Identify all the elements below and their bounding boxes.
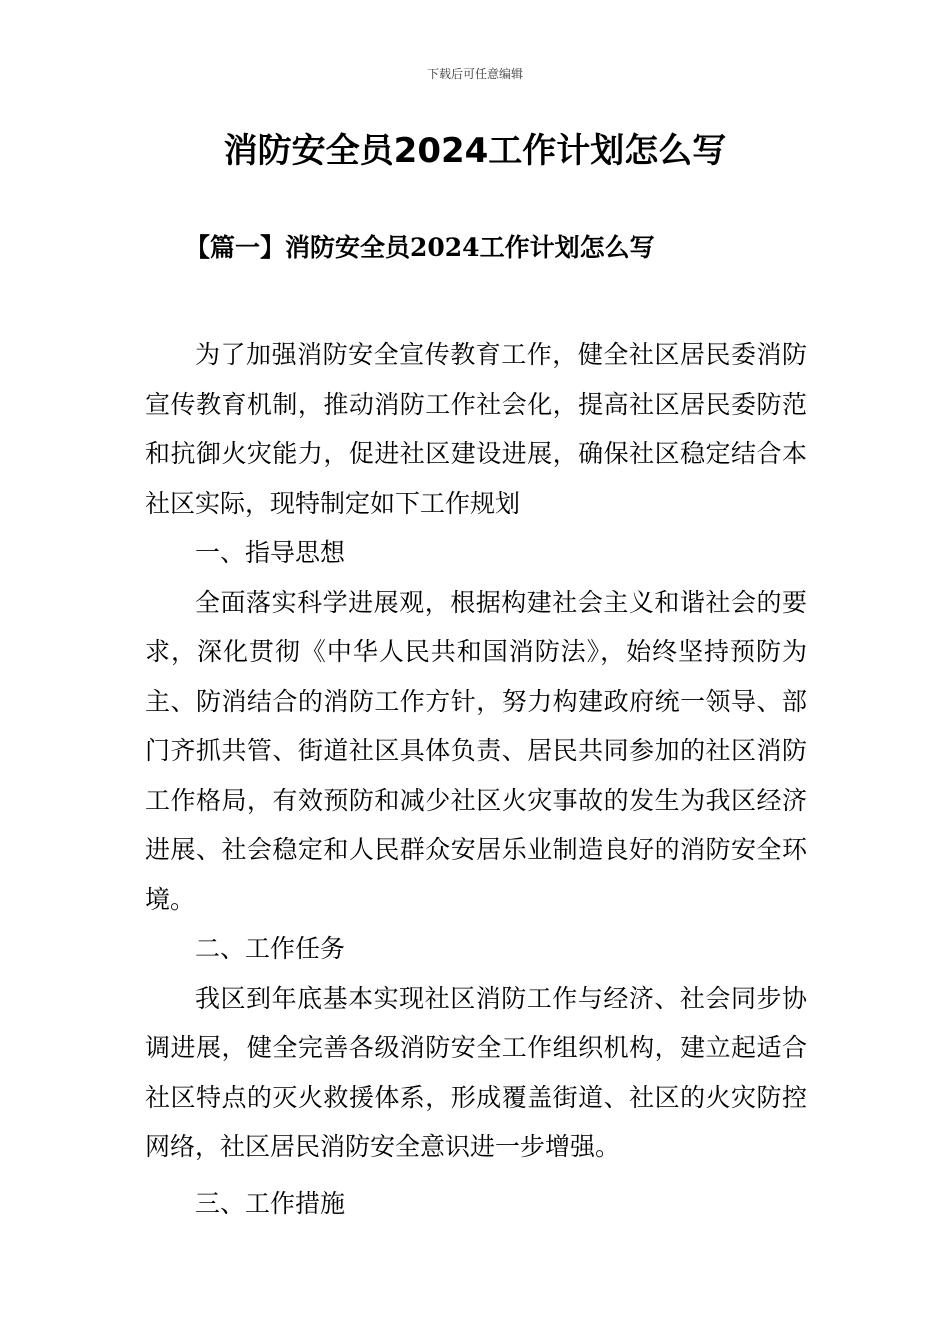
subheading-work-measures: 三、工作措施	[195, 1188, 346, 1218]
paragraph-intro: 为了加强消防安全宣传教育工作，健全社区居民委消防宣传教育机制，推动消防工作社会化，提高社区居民委防范和抗御火灾能力，促进社区建设进展，确保社区稳定结合本社区实际，现特制定如下工作规划	[145, 340, 807, 518]
subheading-guiding-thought: 一、指导思想	[195, 538, 346, 567]
document-body	[145, 330, 807, 1228]
subheading-work-tasks: 二、工作任务	[195, 934, 346, 963]
paragraph-gap	[145, 1172, 807, 1179]
section-heading: 【篇一】消防安全员2024工作计划怎么写	[185, 233, 655, 262]
paragraph-guiding-thought: 全面落实科学进展观，根据构建社会主义和谐社会的要求，深化贯彻《中华人民共和国消防法》，始终坚持预防为主、防消结合的消防工作方针，努力构建政府统一领导、部门齐抓共管、街道社区具体负责、居民共同参加的社区消防工作格局，有效预防和减少社区火灾事故的发生为我区经济进展、社会稳定和人民群众安居乐业制造良好的消防安全环境。	[145, 587, 807, 914]
document-title: 消防安全员2024工作计划怎么写	[223, 131, 727, 171]
header-note: 下载后可任意编辑	[426, 67, 523, 81]
paragraph-work-tasks: 我区到年底基本实现社区消防工作与经济、社会同步协调进展，健全完善各级消防安全工作组织机构，建立起适合社区特点的灭火救援体系，形成覆盖街道、社区的火灾防控网络，社区居民消防安全意识进一步增强。	[145, 983, 807, 1161]
